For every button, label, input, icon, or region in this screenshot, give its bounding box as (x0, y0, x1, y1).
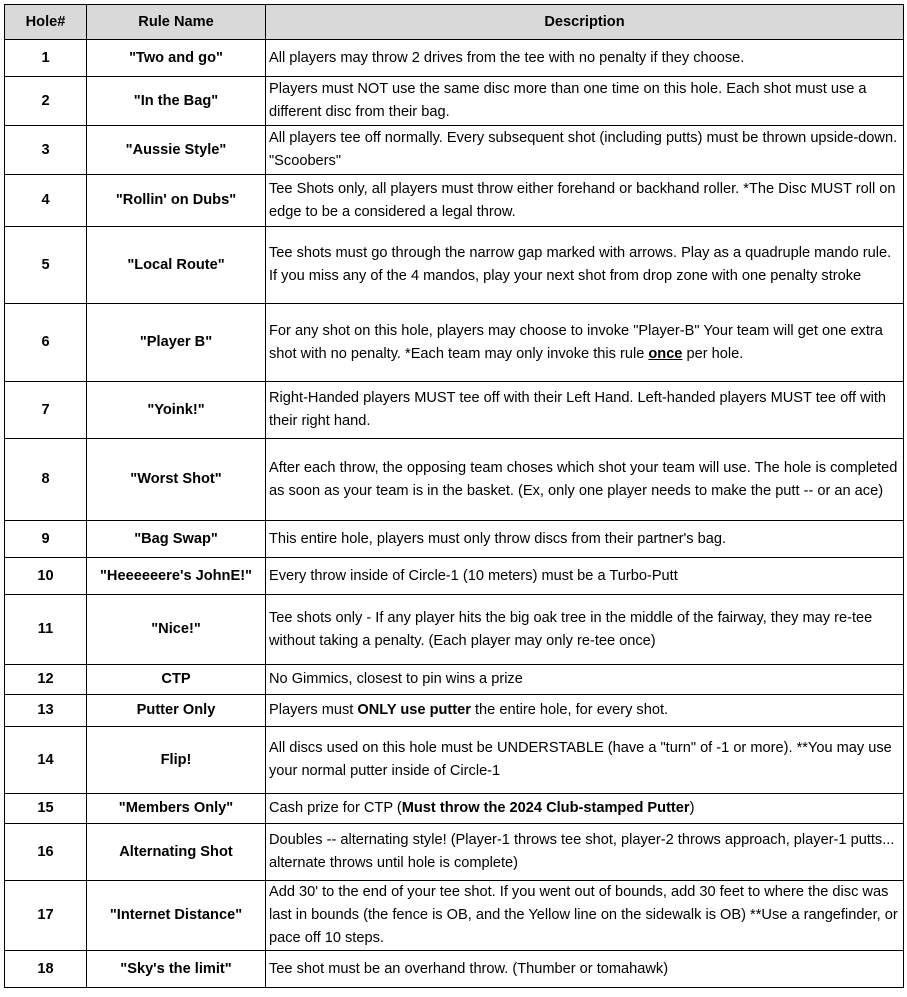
hole-number: 18 (5, 951, 87, 988)
table-row (5, 665, 904, 695)
rule-name: Putter Only (87, 695, 266, 727)
description: Tee shots only - If any player hits the big oak tree in the middle of the fairway, they may re-tee without taking a penalty. (Each player may only re-tee once) (266, 595, 904, 665)
description: Players must NOT use the same disc more than one time on this hole. Each shot must use a different disc from their bag. (266, 77, 904, 126)
rule-name: "Internet Distance" (87, 881, 266, 951)
table-row (5, 304, 904, 382)
rule-name: "Bag Swap" (87, 521, 266, 558)
table-row (5, 881, 904, 951)
table-row (5, 175, 904, 227)
rule-name: "Worst Shot" (87, 439, 266, 521)
description: Tee shots must go through the narrow gap marked with arrows. Play as a quadruple mando rule. If you miss any of the 4 mandos, play your next shot from drop zone with one penalty stroke (266, 227, 904, 304)
description: Tee Shots only, all players must throw either forehand or backhand roller. *The Disc MUST roll on edge to be a considered a legal throw. (266, 175, 904, 227)
description: All players tee off normally. Every subsequent shot (including putts) must be thrown upside-down. "Scoobers" (266, 126, 904, 175)
hole-number: 16 (5, 824, 87, 881)
table-row (5, 439, 904, 521)
description: No Gimmics, closest to pin wins a prize (266, 665, 904, 695)
description: Every throw inside of Circle-1 (10 meters) must be a Turbo-Putt (266, 558, 904, 595)
table-row (5, 951, 904, 988)
table-row (5, 695, 904, 727)
rule-name: "Local Route" (87, 227, 266, 304)
table-row (5, 558, 904, 595)
description: After each throw, the opposing team choses which shot your team will use. The hole is completed as soon as your team is in the basket. (Ex, only one player needs to make the putt -- or an ace) (266, 439, 904, 521)
description: Add 30' to the end of your tee shot. If you went out of bounds, add 30 feet to where the disc was last in bounds (the fence is OB, and the Yellow line on the sidewalk is OB) **Use a rangefinder, or pace off 10 steps. (266, 881, 904, 951)
hole-number: 12 (5, 665, 87, 695)
table-row (5, 77, 904, 126)
hole-number: 6 (5, 304, 87, 382)
hole-number: 11 (5, 595, 87, 665)
description: Doubles -- alternating style! (Player-1 throws tee shot, player-2 throws approach, player-1 putts... alternate throws until hole is complete) (266, 824, 904, 881)
table-row (5, 595, 904, 665)
table-row (5, 727, 904, 794)
table-row (5, 227, 904, 304)
rule-name: CTP (87, 665, 266, 695)
description: All discs used on this hole must be UNDERSTABLE (have a "turn" of -1 or more). **You may use your normal putter inside of Circle-1 (266, 727, 904, 794)
header-row (5, 5, 904, 40)
hole-number: 15 (5, 794, 87, 824)
table-row (5, 126, 904, 175)
hole-number: 4 (5, 175, 87, 227)
hole-number: 17 (5, 881, 87, 951)
emphasis-only-putter: ONLY use putter (357, 702, 471, 718)
rules-table (4, 4, 904, 988)
rule-name: "Members Only" (87, 794, 266, 824)
hole-number: 8 (5, 439, 87, 521)
rule-name: "Two and go" (87, 40, 266, 77)
hole-number: 1 (5, 40, 87, 77)
rule-name: "Heeeeeere's JohnE!" (87, 558, 266, 595)
description: This entire hole, players must only throw discs from their partner's bag. (266, 521, 904, 558)
header-hole: Hole# (5, 5, 87, 40)
table-row (5, 824, 904, 881)
rule-name: Flip! (87, 727, 266, 794)
table-row (5, 794, 904, 824)
rule-name: "Sky's the limit" (87, 951, 266, 988)
table-row (5, 40, 904, 77)
rule-name: "Rollin' on Dubs" (87, 175, 266, 227)
header-description: Description (266, 5, 904, 40)
description: Players must ONLY use putter the entire hole, for every shot. (266, 695, 904, 727)
rule-name: "Yoink!" (87, 382, 266, 439)
description: Tee shot must be an overhand throw. (Thumber or tomahawk) (266, 951, 904, 988)
rule-name: "Aussie Style" (87, 126, 266, 175)
description: All players may throw 2 drives from the tee with no penalty if they choose. (266, 40, 904, 77)
hole-number: 13 (5, 695, 87, 727)
description: Right-Handed players MUST tee off with their Left Hand. Left-handed players MUST tee off with their right hand. (266, 382, 904, 439)
description: Cash prize for CTP (Must throw the 2024 Club-stamped Putter) (266, 794, 904, 824)
hole-number: 7 (5, 382, 87, 439)
rule-name: Alternating Shot (87, 824, 266, 881)
description: For any shot on this hole, players may choose to invoke "Player-B" Your team will get one extra shot with no penalty. *Each team may only invoke this rule once per hole. (266, 304, 904, 382)
header-rule-name: Rule Name (87, 5, 266, 40)
table-row (5, 521, 904, 558)
hole-number: 9 (5, 521, 87, 558)
emphasis-club-putter: Must throw the 2024 Club-stamped Putter (401, 800, 690, 816)
hole-number: 2 (5, 77, 87, 126)
hole-number: 5 (5, 227, 87, 304)
table-row (5, 382, 904, 439)
rule-name: "Nice!" (87, 595, 266, 665)
rule-name: "Player B" (87, 304, 266, 382)
rule-name: "In the Bag" (87, 77, 266, 126)
hole-number: 3 (5, 126, 87, 175)
emphasis-once: once (648, 345, 683, 362)
hole-number: 14 (5, 727, 87, 794)
hole-number: 10 (5, 558, 87, 595)
